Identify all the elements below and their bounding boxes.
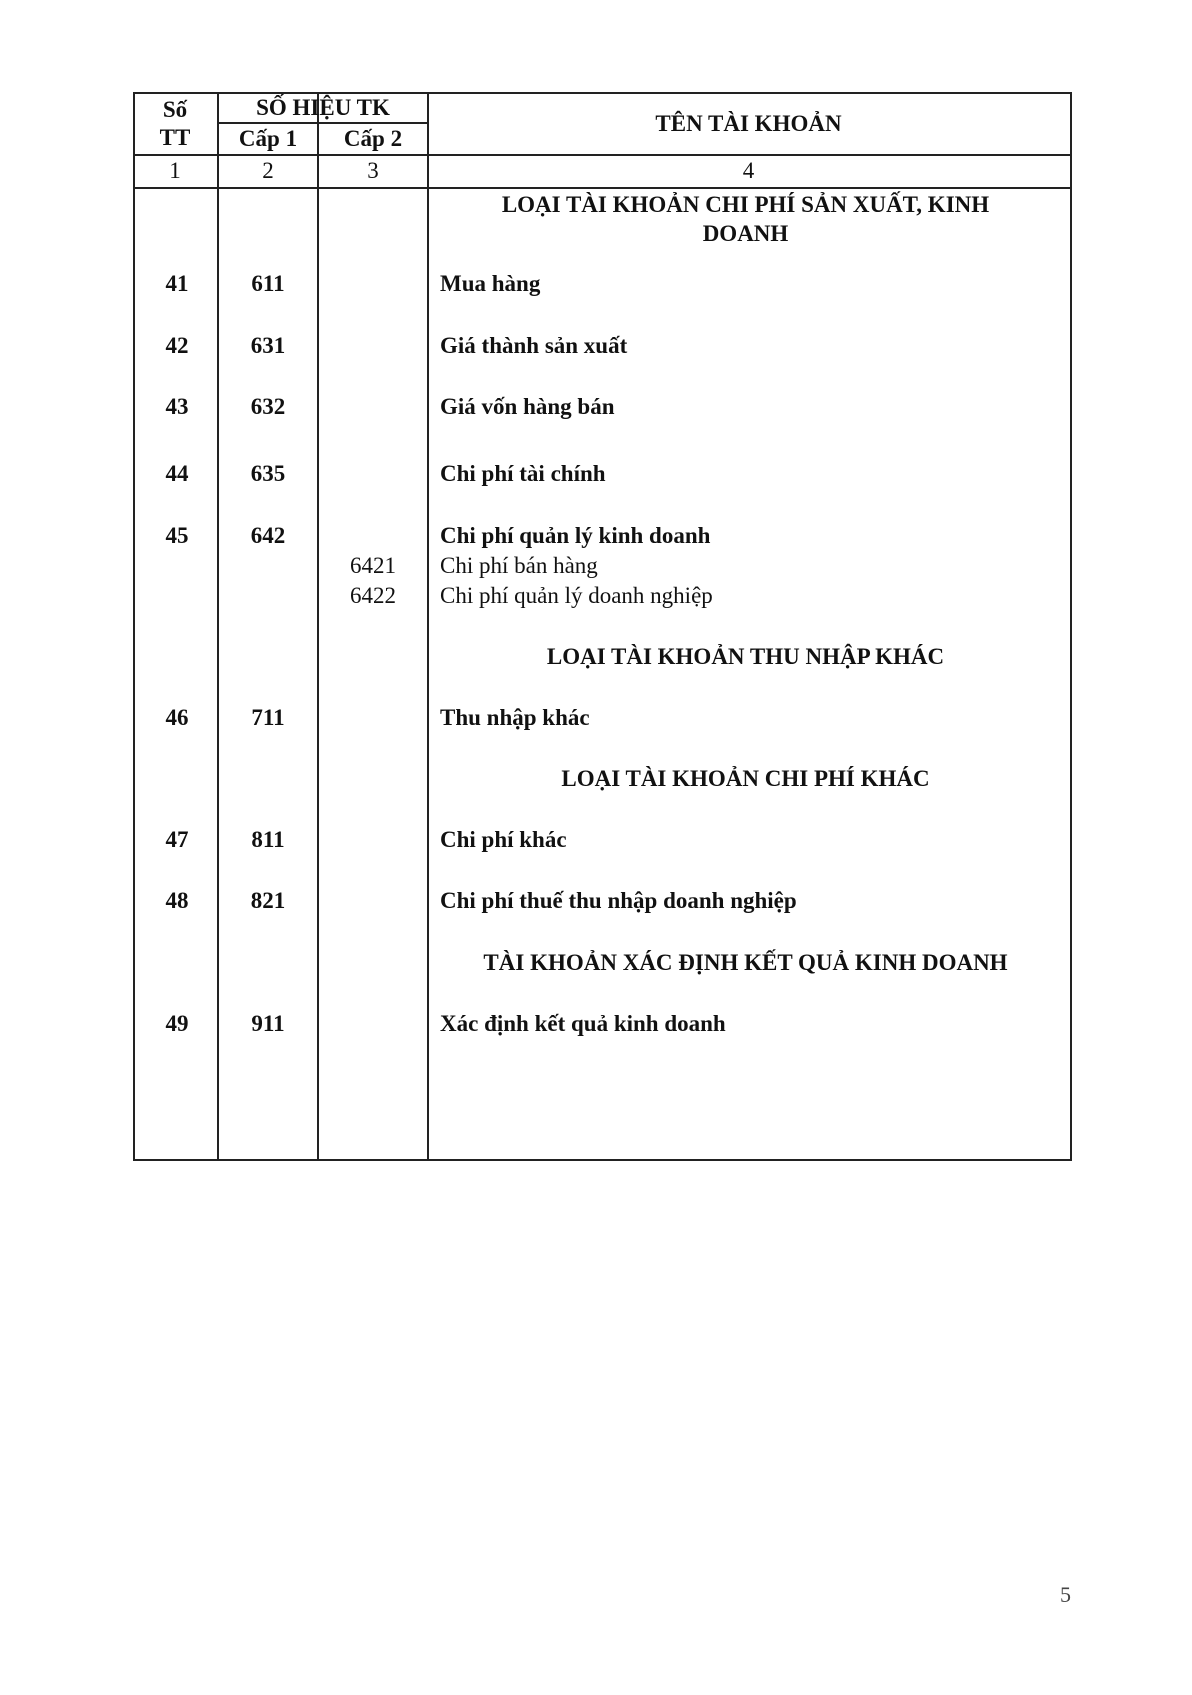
row-45-cap1: 642 <box>250 523 286 548</box>
colnum-2: 2 <box>262 158 274 183</box>
row-43-stt: 43 <box>165 394 189 419</box>
row-6421-name: Chi phí bán hàng <box>440 553 598 578</box>
section-chi-phi-sx-line1: LOẠI TÀI KHOẢN CHI PHÍ SẢN XUẤT, KINH <box>501 192 990 217</box>
colnum-line <box>133 187 1070 189</box>
header-line <box>133 154 1070 156</box>
row-41-stt: 41 <box>165 271 189 296</box>
row-48-name: Chi phí thuế thu nhập doanh nghiệp <box>440 888 797 913</box>
row-6421-cap2: 6421 <box>350 553 396 578</box>
row-47-name: Chi phí khác <box>440 827 567 852</box>
section-xac-dinh-kq: TÀI KHOẢN XÁC ĐỊNH KẾT QUẢ KINH DOANH <box>483 950 1008 975</box>
row-45-name: Chi phí quản lý kinh doanh <box>440 523 711 548</box>
section-thu-nhap-khac: LOẠI TÀI KHOẢN THU NHẬP KHÁC <box>546 644 945 669</box>
colnum-4: 4 <box>742 158 755 183</box>
row-41-name: Mua hàng <box>440 271 541 296</box>
row-43-cap1: 632 <box>250 394 286 419</box>
row-49-cap1: 911 <box>251 1011 285 1036</box>
row-45-stt: 45 <box>165 523 189 548</box>
row-42-name: Giá thành sản xuất <box>440 333 628 358</box>
row-42-stt: 42 <box>165 333 189 358</box>
section-chi-phi-sx-line2: DOANH <box>702 221 789 246</box>
col-divider-2 <box>317 92 319 1159</box>
row-44-cap1: 635 <box>250 461 286 486</box>
header-ten-tai-khoan: TÊN TÀI KHOẢN <box>655 111 842 136</box>
row-46-cap1: 711 <box>251 705 285 730</box>
row-44-stt: 44 <box>165 461 189 486</box>
row-41-cap1: 611 <box>251 271 285 296</box>
col-divider-3 <box>427 92 429 1159</box>
row-47-stt: 47 <box>165 827 189 852</box>
table-border <box>133 92 1072 1161</box>
row-6422-name: Chi phí quản lý doanh nghiệp <box>440 583 713 608</box>
section-chi-phi-khac: LOẠI TÀI KHOẢN CHI PHÍ KHÁC <box>561 766 930 791</box>
header-so-hieu-tk: SỐ HIỆU TK <box>256 95 390 120</box>
page-number: 5 <box>1060 1582 1071 1607</box>
header-so-tt-1: Số <box>162 97 188 122</box>
header-cap1: Cấp 1 <box>238 126 298 151</box>
col-divider-1 <box>217 92 219 1159</box>
row-44-name: Chi phí tài chính <box>440 461 606 486</box>
colnum-3: 3 <box>367 158 379 183</box>
accounts-table <box>133 92 1070 1159</box>
colnum-1: 1 <box>169 158 181 183</box>
row-46-name: Thu nhập khác <box>440 705 590 730</box>
row-47-cap1: 811 <box>251 827 285 852</box>
row-49-name: Xác định kết quả kinh doanh <box>440 1011 726 1036</box>
row-43-name: Giá vốn hàng bán <box>440 394 615 419</box>
row-49-stt: 49 <box>165 1011 189 1036</box>
row-48-stt: 48 <box>165 888 189 913</box>
header-so-tt-2: TT <box>159 125 191 150</box>
header-cap2: Cấp 2 <box>343 126 403 151</box>
row-46-stt: 46 <box>165 705 189 730</box>
header-sub-line <box>217 122 429 124</box>
row-48-cap1: 821 <box>250 888 286 913</box>
row-42-cap1: 631 <box>250 333 286 358</box>
row-6422-cap2: 6422 <box>350 583 396 608</box>
